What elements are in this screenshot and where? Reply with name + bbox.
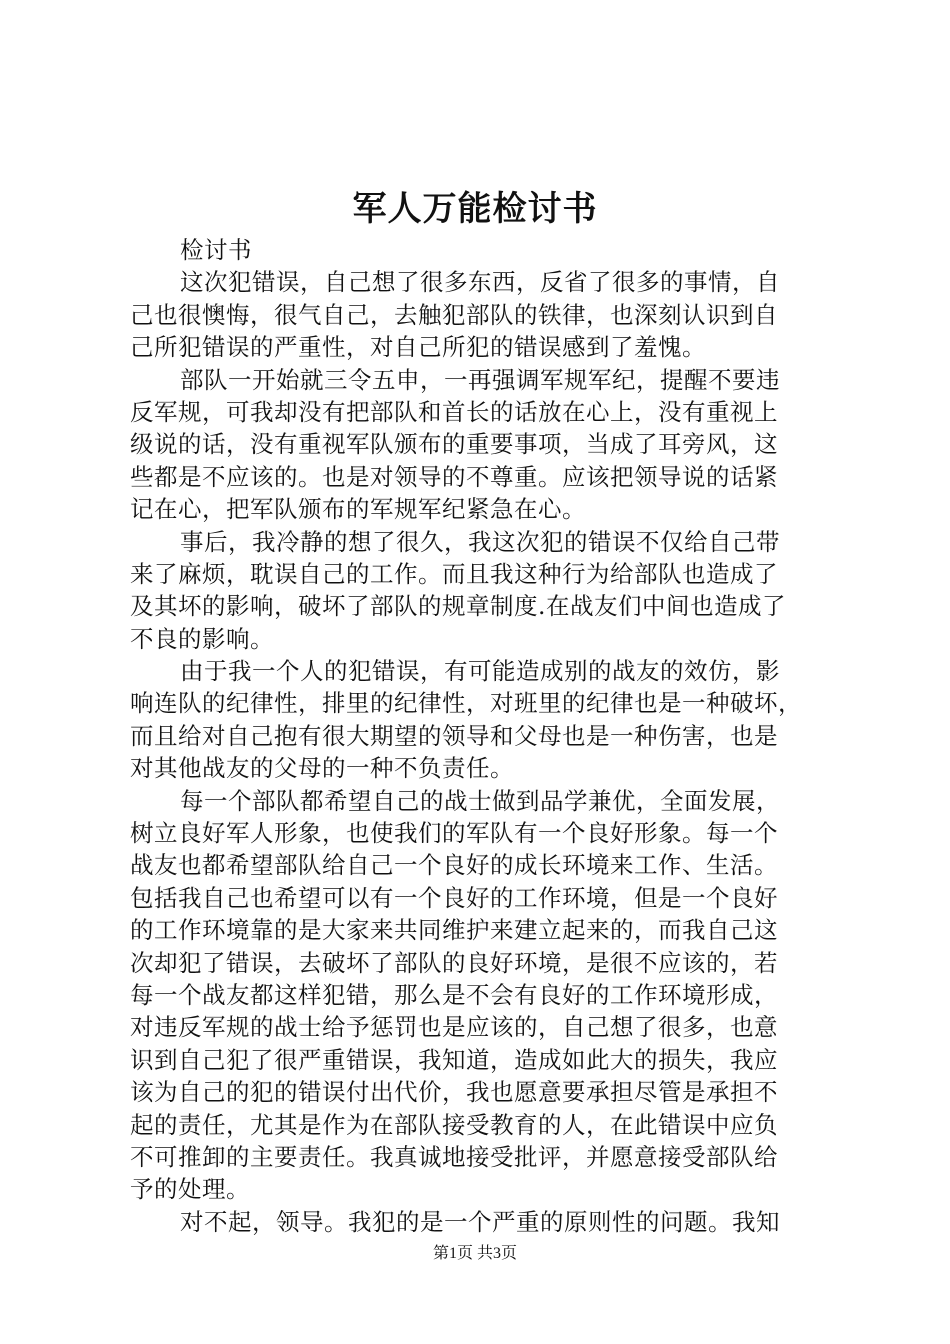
body-line: 战友也都希望部队给自己一个良好的成长环境来工作、生活。 xyxy=(130,851,778,880)
body-line: 这次犯错误，自己想了很多东西，反省了很多的事情，自 xyxy=(180,268,780,297)
body-line: 树立良好军人形象，也使我们的军队有一个良好形象。每一个 xyxy=(130,819,778,848)
body-line: 次却犯了错误，去破坏了部队的良好环境，是很不应该的，若 xyxy=(130,948,778,977)
body-line: 级说的话，没有重视军队颁布的重要事项，当成了耳旁风，这 xyxy=(130,430,778,459)
body-line: 反军规，可我却没有把部队和首长的话放在心上，没有重视上 xyxy=(130,397,778,426)
body-line: 些都是不应该的。也是对领导的不尊重。应该把领导说的话紧 xyxy=(130,462,778,491)
body-line: 而且给对自己抱有很大期望的领导和父母也是一种伤害，也是 xyxy=(130,721,778,750)
body-line: 每一个部队都希望自己的战士做到品学兼优，全面发展， xyxy=(180,786,780,815)
body-line: 予的处理。 xyxy=(130,1175,250,1204)
body-line: 不良的影响。 xyxy=(130,624,274,653)
page-footer: 第1页 共3页 xyxy=(432,1245,517,1262)
body-line: 事后，我冷静的想了很久，我这次犯的错误不仅给自己带 xyxy=(180,527,780,556)
body-line: 识到自己犯了很严重错误，我知道，造成如此大的损失，我应 xyxy=(130,1045,778,1074)
body-line: 每一个战友都这样犯错，那么是不会有良好的工作环境形成， xyxy=(130,980,778,1009)
body-line: 部队一开始就三令五申，一再强调军规军纪，提醒不要违 xyxy=(180,365,780,394)
body-line: 由于我一个人的犯错误，有可能造成别的战友的效仿，影 xyxy=(180,657,780,686)
document-body xyxy=(130,234,840,1238)
body-line: 该为自己的犯的错误付出代价，我也愿意要承担尽管是承担不 xyxy=(130,1078,778,1107)
body-line: 不可推卸的主要责任。我真诚地接受批评，并愿意接受部队给 xyxy=(130,1142,778,1171)
document-title: 军人万能检讨书 xyxy=(352,189,598,229)
body-line: 来了麻烦，耽误自己的工作。而且我这种行为给部队也造成了 xyxy=(130,559,778,588)
body-line: 包括我自己也希望可以有一个良好的工作环境，但是一个良好 xyxy=(130,883,778,912)
body-line: 起的责任，尤其是作为在部队接受教育的人，在此错误中应负 xyxy=(130,1110,778,1139)
body-line: 响连队的纪律性，排里的纪律性，对班里的纪律也是一种破坏， xyxy=(130,689,802,718)
body-line: 的工作环境靠的是大家来共同维护来建立起来的，而我自己这 xyxy=(130,916,778,945)
body-line: 己所犯错误的严重性，对自己所犯的错误感到了羞愧。 xyxy=(130,333,706,362)
body-line: 及其坏的影响，破坏了部队的规章制度.在战友们中间也造成了 xyxy=(130,592,786,621)
body-line: 对其他战友的父母的一种不负责任。 xyxy=(130,754,514,783)
body-line: 记在心，把军队颁布的军规军纪紧急在心。 xyxy=(130,495,586,524)
body-line: 己也很懊悔，很气自己，去触犯部队的铁律，也深刻认识到自 xyxy=(130,300,778,329)
body-line: 检讨书 xyxy=(180,236,252,264)
body-line: 对不起，领导。我犯的是一个严重的原则性的问题。我知 xyxy=(180,1207,780,1236)
body-line: 对违反军规的战士给予惩罚也是应该的，自己想了很多，也意 xyxy=(130,1013,778,1042)
